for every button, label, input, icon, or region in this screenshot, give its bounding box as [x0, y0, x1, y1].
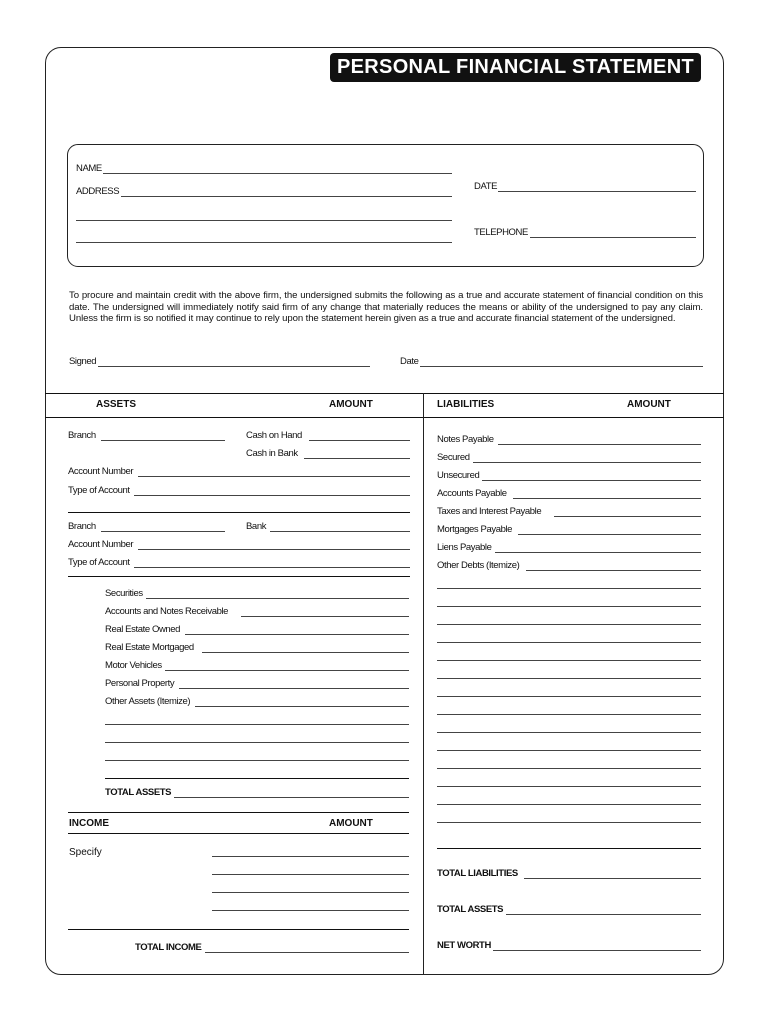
income-line[interactable] [212, 910, 409, 911]
table-top-rule [45, 393, 724, 394]
account-number-1-field[interactable] [138, 476, 410, 477]
bank-field[interactable] [270, 531, 410, 532]
other-debts-line[interactable] [437, 642, 701, 643]
other-debts-line[interactable] [437, 696, 701, 697]
sign-date-label: Date [400, 356, 419, 367]
taxes-interest-payable-field[interactable] [554, 516, 701, 517]
address-field[interactable] [121, 196, 452, 197]
accounts-notes-receivable-label: Accounts and Notes Receivable [105, 606, 229, 617]
type-of-account-2-field[interactable] [134, 567, 410, 568]
name-label: NAME [76, 163, 102, 174]
personal-property-field[interactable] [179, 688, 409, 689]
assets-amount-header: AMOUNT [329, 399, 373, 410]
bank-label: Bank [246, 521, 267, 532]
income-amount-header: AMOUNT [329, 818, 373, 829]
income-header-rule [68, 833, 409, 834]
notes-payable-label: Notes Payable [437, 434, 494, 445]
type-of-account-1-field[interactable] [134, 495, 410, 496]
personal-property-label: Personal Property [105, 678, 175, 689]
accounts-notes-receivable-field[interactable] [241, 616, 409, 617]
other-assets-line[interactable] [105, 760, 409, 761]
telephone-label: TELEPHONE [474, 227, 528, 238]
account-number-2-label: Account Number [68, 539, 134, 550]
signed-label: Signed [69, 356, 97, 367]
net-worth-field[interactable] [493, 950, 701, 951]
bank-section-rule-2 [68, 576, 410, 577]
secured-field[interactable] [473, 462, 701, 463]
liens-payable-label: Liens Payable [437, 542, 492, 553]
total-liabilities-field[interactable] [524, 878, 701, 879]
other-debts-line[interactable] [437, 786, 701, 787]
income-line[interactable] [212, 874, 409, 875]
mortgages-payable-field[interactable] [518, 534, 701, 535]
motor-vehicles-label: Motor Vehicles [105, 660, 162, 671]
net-worth-label: NET WORTH [437, 940, 491, 951]
income-line[interactable] [212, 856, 409, 857]
date-field[interactable] [498, 191, 696, 192]
branch-2-label: Branch [68, 521, 96, 532]
total-assets-rule [105, 778, 409, 779]
address-label: ADDRESS [76, 186, 120, 197]
other-debts-line[interactable] [437, 678, 701, 679]
real-estate-mortgaged-label: Real Estate Mortgaged [105, 642, 194, 653]
income-header: INCOME [69, 818, 109, 829]
telephone-field[interactable] [530, 237, 696, 238]
other-debts-line[interactable] [437, 714, 701, 715]
total-assets-label: TOTAL ASSETS [105, 787, 172, 798]
cash-in-bank-field[interactable] [304, 458, 410, 459]
accounts-payable-field[interactable] [513, 498, 701, 499]
branch-1-field[interactable] [101, 440, 225, 441]
other-debts-line[interactable] [437, 606, 701, 607]
liabilities-total-assets-label: TOTAL ASSETS [437, 904, 504, 915]
form-title: PERSONAL FINANCIAL STATEMENT [330, 53, 701, 82]
securities-label: Securities [105, 588, 143, 599]
other-debts-label: Other Debts (Itemize) [437, 560, 520, 571]
other-debts-line[interactable] [437, 822, 701, 823]
cash-in-bank-label: Cash in Bank [246, 448, 298, 459]
branch-2-field[interactable] [101, 531, 225, 532]
liabilities-total-assets-field[interactable] [506, 914, 701, 915]
address-field-line-2[interactable] [76, 220, 452, 221]
income-top-rule [68, 812, 409, 813]
address-field-line-3[interactable] [76, 242, 452, 243]
total-income-label: TOTAL INCOME [135, 942, 202, 953]
column-divider [423, 393, 424, 975]
liabilities-amount-header: AMOUNT [627, 399, 671, 410]
cash-on-hand-field[interactable] [309, 440, 410, 441]
other-assets-label: Other Assets (Itemize) [105, 696, 191, 707]
total-assets-field[interactable] [174, 797, 409, 798]
motor-vehicles-field[interactable] [165, 670, 409, 671]
info-box [67, 144, 704, 267]
statement-paragraph: To procure and maintain credit with the above firm, the undersigned submits the following as a true and accurate statement of financial condition on this date. The undersigned will immediately notify said firm of any change that materially reduces the means or ability of the undersigned to pay any claim. Unless the firm is so notified it may continue to rely upon the statement herein given as a true and accurate financial statement of the undersigned. [69, 290, 703, 324]
other-assets-field[interactable] [195, 706, 409, 707]
account-number-1-label: Account Number [68, 466, 134, 477]
liens-payable-field[interactable] [495, 552, 701, 553]
cash-on-hand-label: Cash on Hand [246, 430, 302, 441]
specify-label: Specify [69, 847, 102, 858]
accounts-payable-label: Accounts Payable [437, 488, 507, 499]
real-estate-mortgaged-field[interactable] [202, 652, 409, 653]
type-of-account-2-label: Type of Account [68, 557, 130, 568]
unsecured-label: Unsecured [437, 470, 480, 481]
other-debts-line[interactable] [437, 750, 701, 751]
signature-field[interactable] [98, 366, 370, 367]
real-estate-owned-field[interactable] [185, 634, 409, 635]
other-debts-line[interactable] [437, 588, 701, 589]
income-line[interactable] [212, 892, 409, 893]
branch-1-label: Branch [68, 430, 96, 441]
unsecured-field[interactable] [482, 480, 701, 481]
account-number-2-field[interactable] [138, 549, 410, 550]
notes-payable-field[interactable] [498, 444, 701, 445]
securities-field[interactable] [146, 598, 409, 599]
total-income-rule [68, 929, 409, 930]
other-debts-line[interactable] [437, 804, 701, 805]
other-assets-line[interactable] [105, 724, 409, 725]
bank-section-rule-1 [68, 512, 410, 513]
real-estate-owned-label: Real Estate Owned [105, 624, 181, 635]
other-debts-line[interactable] [437, 732, 701, 733]
secured-label: Secured [437, 452, 470, 463]
other-debts-field[interactable] [526, 570, 701, 571]
total-income-field[interactable] [205, 952, 409, 953]
date-label: DATE [474, 181, 498, 192]
total-liabilities-label: TOTAL LIABILITIES [437, 868, 518, 879]
other-debts-line[interactable] [437, 624, 701, 625]
total-liabilities-rule [437, 848, 701, 849]
sign-date-field[interactable] [420, 366, 703, 367]
other-debts-line[interactable] [437, 768, 701, 769]
type-of-account-1-label: Type of Account [68, 485, 130, 496]
mortgages-payable-label: Mortgages Payable [437, 524, 513, 535]
name-field[interactable] [103, 173, 452, 174]
table-header-rule [45, 417, 724, 418]
taxes-interest-payable-label: Taxes and Interest Payable [437, 506, 542, 517]
other-assets-line[interactable] [105, 742, 409, 743]
liabilities-header: LIABILITIES [437, 399, 495, 410]
assets-header: ASSETS [96, 399, 137, 410]
other-debts-line[interactable] [437, 660, 701, 661]
